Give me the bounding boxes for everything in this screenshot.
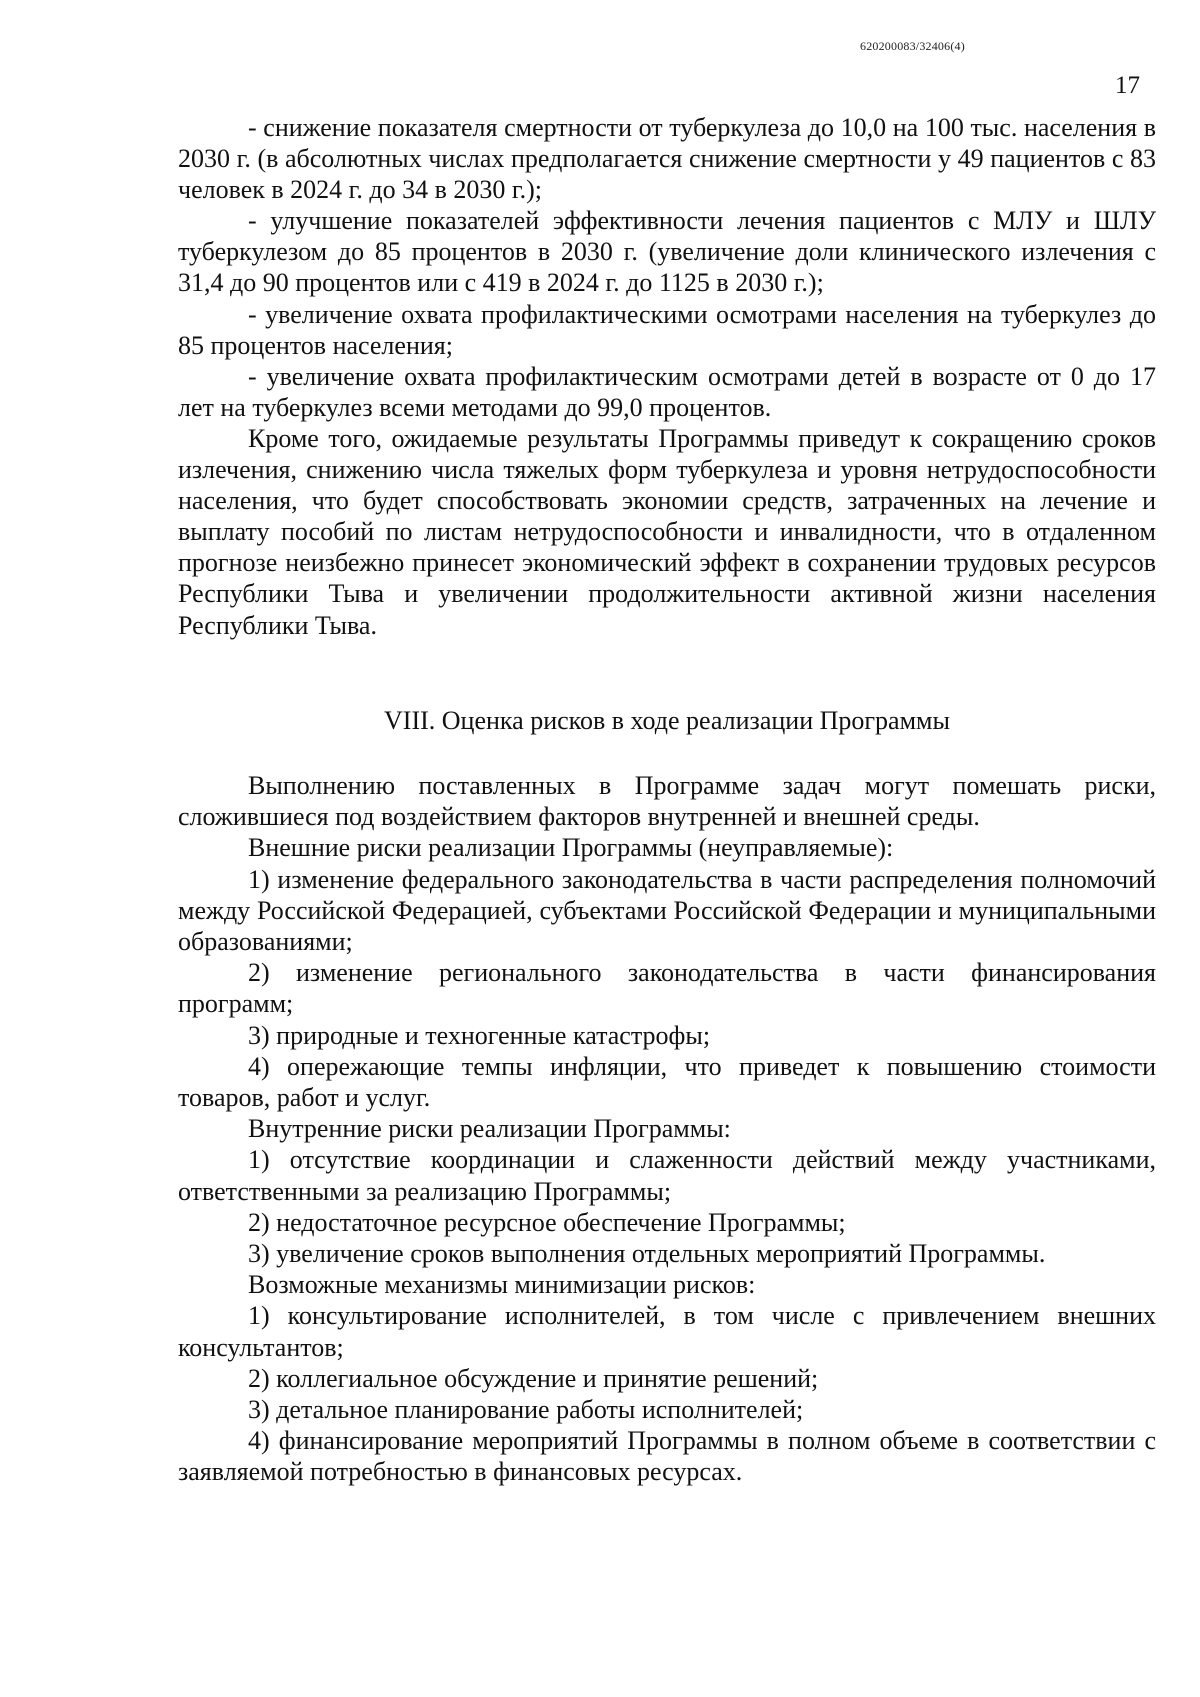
paragraph: 3) увеличение сроков выполнения отдельных мероприятий Программы. — [248, 1239, 1046, 1269]
paragraph: 4) финансирование мероприятий Программы в полном объеме в соответствии с заявляемой потребностью в финансовых ресурсах. — [178, 1426, 1156, 1487]
paragraph: Внутренние риски реализации Программы: — [248, 1114, 731, 1144]
paragraph: 1) консультирование исполнителей, в том числе с привлечением внешних консультантов; — [178, 1301, 1156, 1362]
document-id: 620200083/32406(4) — [860, 39, 965, 53]
paragraph: 3) природные и техногенные катастрофы; — [248, 1020, 711, 1050]
risk-section — [178, 770, 1156, 1488]
results-section — [178, 112, 1156, 641]
paragraph: 1) изменение федерального законодательства в части распределения полномочий между Российской Федерацией, субъектами Российской Федерации и муниципальными образованиями; — [178, 864, 1156, 957]
paragraph: 1) отсутствие координации и слаженности действий между участниками, ответственными за реализацию Программы; — [178, 1145, 1156, 1206]
paragraph: Внешние риски реализации Программы (неуправляемые): — [248, 833, 894, 863]
paragraph: 4) опережающие темпы инфляции, что приведет к повышению стоимости товаров, работ и услуг. — [178, 1051, 1156, 1113]
paragraph: Возможные механизмы минимизации рисков: — [248, 1270, 756, 1300]
paragraph: Выполнению поставленных в Программе задач могут помешать риски, сложившиеся под воздействием факторов внутренней и внешней среды. — [178, 771, 1156, 832]
paragraph: 3) детальное планирование работы исполнителей; — [248, 1395, 804, 1425]
paragraph: - снижение показателя смертности от туберкулеза до 10,0 на 100 тыс. населения в 2030 г. (в абсолютных числах предполагается снижение смертности у 49 пациентов с 83 человек в 2024 г. до 34 в 2030 г.); — [178, 113, 1156, 205]
paragraph: 2) коллегиальное обсуждение и принятие решений; — [248, 1363, 819, 1393]
page-number: 17 — [1115, 72, 1140, 99]
paragraph: 2) изменение регионального законодательства в части финансирования программ; — [178, 958, 1156, 1019]
paragraph: 2) недостаточное ресурсное обеспечение Программы; — [248, 1207, 846, 1237]
paragraph: - улучшение показателей эффективности лечения пациентов с МЛУ и ШЛУ туберкулезом до 85 процентов в 2030 г. (увеличение доли клинического излечения с 31,4 до 90 процентов или с 419 в 2024 г. до 1125 в 2030 г.); — [178, 206, 1156, 298]
section-heading: VIII. Оценка рисков в ходе реализации Программы — [384, 706, 950, 735]
paragraph: - увеличение охвата профилактическим осмотрами детей в возрасте от 0 до 17 лет на туберкулез всеми методами до 99,0 процентов. — [178, 361, 1156, 422]
paragraph: Кроме того, ожидаемые результаты Программы приведут к сокращению сроков излечения, снижению числа тяжелых форм туберкулеза и уровня нетрудоспособности населения, что будет способствовать экономии средств, затраченных на лечение и выплату пособий по листам нетрудоспособности и инвалидности, что в отдаленном прогнозе неизбежно принесет экономический эффект в сохранении трудовых ресурсов Республики Тыва и увеличении продолжительности активной жизни населения Республики Тыва. — [178, 423, 1156, 640]
paragraph: - увеличение охвата профилактическими осмотрами населения на туберкулез до 85 процентов населения; — [178, 299, 1156, 360]
